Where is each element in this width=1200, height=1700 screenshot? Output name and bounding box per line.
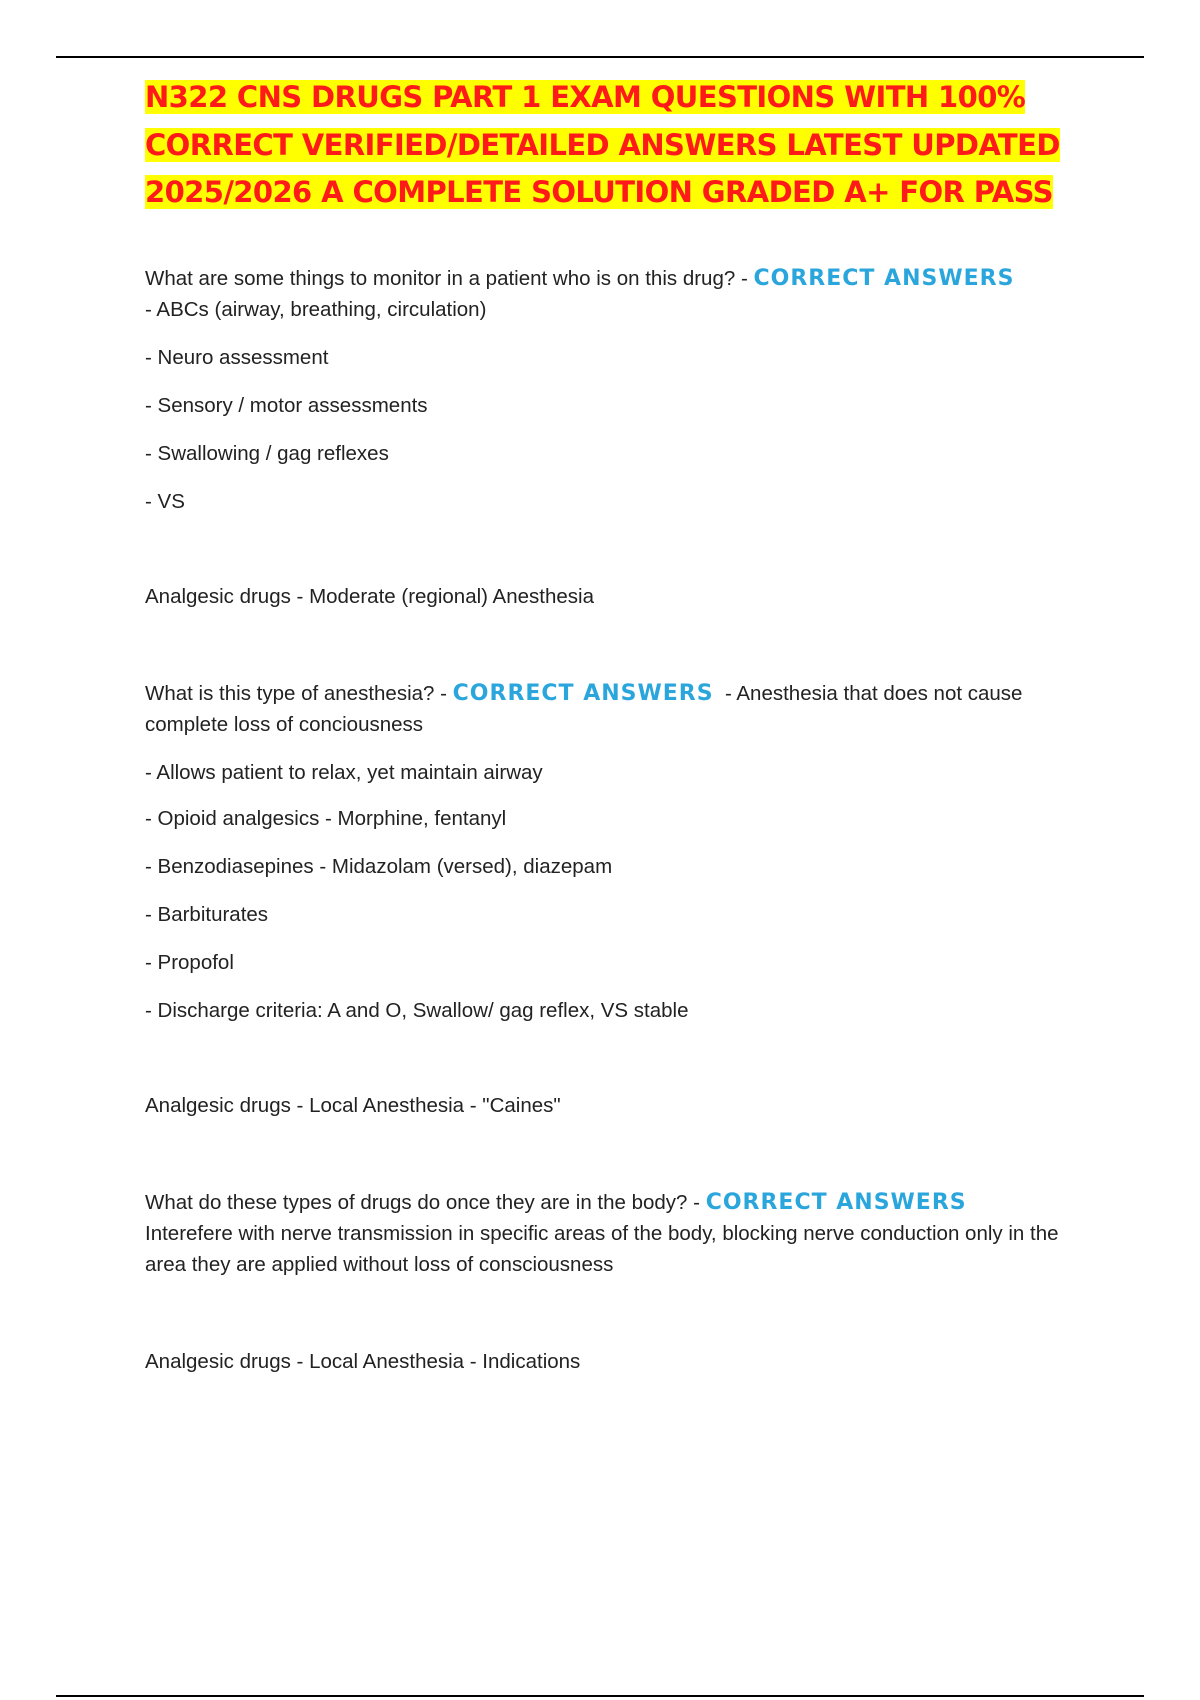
section-heading-moderate-anesthesia: Analgesic drugs - Moderate (regional) Anesthesia bbox=[145, 584, 594, 608]
question-anesthesia-type bbox=[145, 678, 1085, 740]
section-heading-local-anesthesia: Analgesic drugs - Local Anesthesia - "Caines" bbox=[145, 1093, 561, 1117]
answer-text: - Anesthesia that does not cause complete loss of conciousness bbox=[145, 681, 1029, 736]
document-title bbox=[145, 74, 1085, 217]
question-monitoring bbox=[145, 263, 1085, 294]
list-item: - Barbiturates bbox=[145, 902, 269, 926]
list-item: - Benzodiasepines - Midazolam (versed), diazepam bbox=[145, 854, 613, 878]
question-text: What is this type of anesthesia? - bbox=[145, 681, 453, 705]
list-item: - ABCs (airway, breathing, circulation) bbox=[145, 297, 487, 321]
title-line-2: CORRECT VERIFIED/DETAILED ANSWERS LATEST UPDATED bbox=[145, 127, 1060, 162]
title-line-1: N322 CNS DRUGS PART 1 EXAM QUESTIONS WITH 100% bbox=[145, 80, 1026, 114]
correct-answers-label: CORRECT ANSWERS bbox=[452, 680, 714, 706]
bottom-rule bbox=[56, 1695, 1144, 1697]
title-line-3: 2025/2026 A COMPLETE SOLUTION GRADED A+ FOR PASS bbox=[145, 175, 1053, 209]
list-item: - Sensory / motor assessments bbox=[145, 393, 428, 417]
question-text: What are some things to monitor in a patient who is on this drug? - bbox=[145, 266, 754, 290]
list-item: - Opioid analgesics - Morphine, fentanyl bbox=[145, 806, 507, 830]
correct-answers-label: CORRECT ANSWERS bbox=[705, 1189, 967, 1215]
list-item: - VS bbox=[145, 489, 185, 513]
section-heading-indications: Analgesic drugs - Local Anesthesia - Indications bbox=[145, 1349, 581, 1373]
answer-text: Interefere with nerve transmission in specific areas of the body, blocking nerve conduction only in the area they are applied without loss of consciousness bbox=[145, 1221, 1059, 1276]
document-body bbox=[145, 74, 1085, 1377]
question-text: What do these types of drugs do once they are in the body? - bbox=[145, 1190, 706, 1214]
list-item: - Neuro assessment bbox=[145, 345, 329, 369]
list-item: - Swallowing / gag reflexes bbox=[145, 441, 389, 465]
top-rule bbox=[56, 56, 1144, 58]
list-item: - Discharge criteria: A and O, Swallow/ gag reflex, VS stable bbox=[145, 998, 689, 1022]
question-drug-action bbox=[145, 1187, 1085, 1280]
list-item: - Allows patient to relax, yet maintain airway bbox=[145, 760, 543, 784]
list-item: - Propofol bbox=[145, 950, 234, 974]
correct-answers-label: CORRECT ANSWERS bbox=[753, 265, 1015, 291]
